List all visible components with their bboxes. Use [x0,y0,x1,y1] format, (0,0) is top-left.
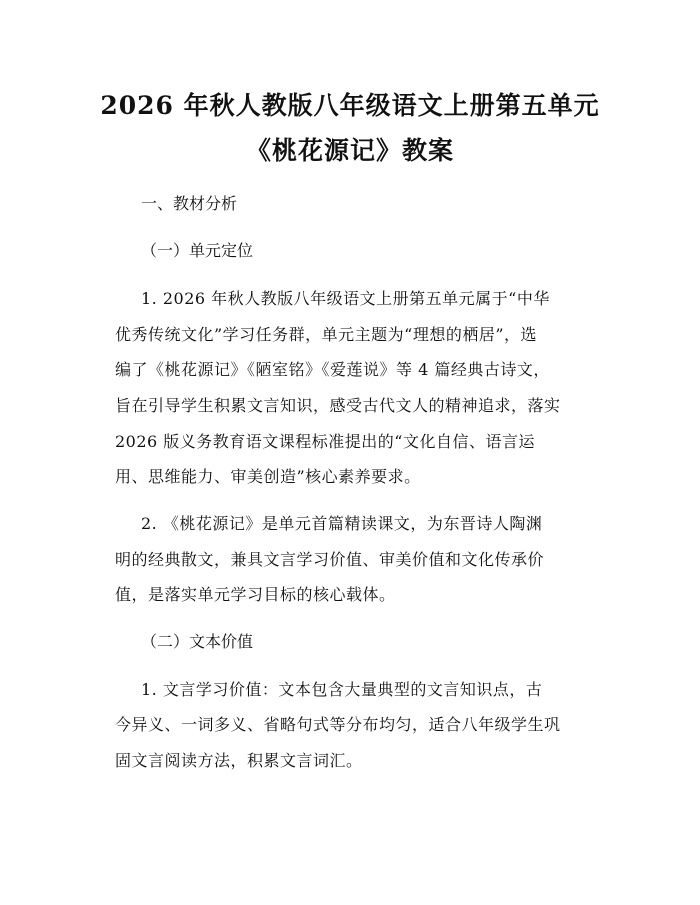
paragraph-1-line: 2026 版义务教育语文课程标准提出的“文化自信、语言运 [115,432,535,451]
section-heading-materials-analysis: 一、教材分析 [141,194,238,213]
paragraph-2-line: 值，是落实单元学习目标的核心载体。 [115,585,396,604]
document-title-line-1: 2026 年秋人教版八年级语文上册第五单元 [100,91,600,120]
document-title-line-2: 《桃花源记》教案 [245,136,454,165]
paragraph-2-line: 2. 《桃花源记》是单元首篇精读课文，为东晋诗人陶渊 [141,514,543,533]
paragraph-3-line: 1. 文言学习价值：文本包含大量典型的文言知识点，古 [141,680,543,699]
paragraph-1-line: 旨在引导学生积累文言知识，感受古代文人的精神追求，落实 [115,396,561,415]
paragraph-3-line: 固文言阅读方法，积累文言词汇。 [115,751,363,770]
subsection-heading-unit-positioning: （一）单元定位 [141,241,254,260]
paragraph-3-line: 今异义、一词多义、省略句式等分布均匀，适合八年级学生巩 [115,715,561,734]
paragraph-2-line: 明的经典散文，兼具文言学习价值、审美价值和文化传承价 [115,550,545,569]
paragraph-1-line: 优秀传统文化”学习任务群，单元主题为“理想的栖居”，选 [115,325,538,344]
paragraph-1-line: 编了《桃花源记》《陋室铭》《爱莲说》等 4 篇经典古诗文， [115,360,550,379]
paragraph-1-line: 1. 2026 年秋人教版八年级语文上册第五单元属于“中华 [141,289,550,308]
paragraph-1-line: 用、思维能力、审美创造”核心素养要求。 [115,467,421,486]
subsection-heading-text-value: （二）文本价值 [141,632,254,651]
